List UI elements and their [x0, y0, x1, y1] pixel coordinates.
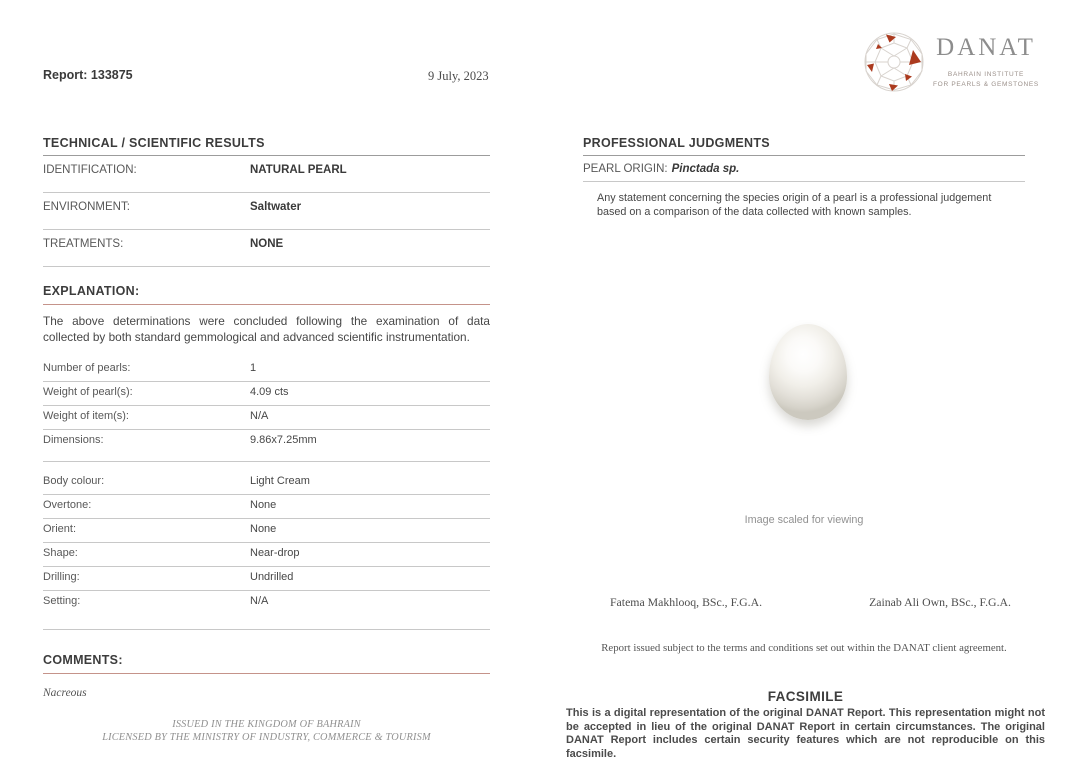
pearl-origin-label: PEARL ORIGIN: [583, 163, 668, 175]
professional-judgments-title: PROFESSIONAL JUDGMENTS [583, 136, 1025, 156]
facsimile-section [566, 689, 1045, 762]
technical-results-column [43, 136, 490, 699]
signature-right: Zainab Ali Own, BSc., F.G.A. [869, 595, 1011, 609]
row-label: Weight of item(s): [43, 410, 129, 423]
pearl-details-group2 [43, 471, 490, 630]
row-label: Orient: [43, 523, 77, 536]
row-label: IDENTIFICATION: [43, 164, 137, 176]
row-value: NATURAL PEARL [250, 164, 347, 176]
table-row-dimensions [43, 430, 490, 462]
explanation-title: EXPLANATION: [43, 284, 490, 305]
professional-judgments-column [583, 136, 1025, 219]
table-row-identification [43, 156, 490, 193]
row-label: Dimensions: [43, 434, 104, 447]
danat-logo [862, 28, 1038, 96]
danat-gem-icon [862, 30, 926, 94]
table-row-weight-of-pearls [43, 382, 490, 406]
table-row-treatments [43, 230, 490, 267]
pearl-origin-row [583, 156, 1025, 182]
table-row-shape [43, 543, 490, 567]
row-label: Shape: [43, 547, 78, 560]
signatures-row [583, 595, 1025, 610]
table-row-body-colour [43, 471, 490, 495]
issuer-footer [43, 718, 490, 744]
danat-logo-subtitle-line1: BAHRAIN INSTITUTE [947, 71, 1025, 78]
table-row-weight-of-items [43, 406, 490, 430]
pearl-image [769, 324, 847, 420]
row-label: Number of pearls: [43, 362, 131, 375]
comments-body: Nacreous [43, 687, 87, 700]
table-row-drilling [43, 567, 490, 591]
table-row-orient [43, 519, 490, 543]
pearl-photo [769, 324, 847, 420]
explanation-body: The above determinations were concluded following the examination of data collected by both standard gemmological and advanced scientific instrumentation. [43, 314, 490, 344]
comments-title: COMMENTS: [43, 653, 490, 674]
pearl-image-caption: Image scaled for viewing [744, 514, 864, 526]
row-value: Undrilled [250, 571, 294, 584]
table-row-environment [43, 193, 490, 230]
row-label: ENVIRONMENT: [43, 201, 130, 213]
row-label: Overtone: [43, 499, 92, 512]
row-label: Setting: [43, 595, 81, 608]
row-label: Body colour: [43, 475, 105, 488]
row-value: None [250, 499, 277, 512]
table-row-overtone [43, 495, 490, 519]
row-value: Near-drop [250, 547, 300, 560]
terms-statement: Report issued subject to the terms and conditions set out within the DANAT client agreement. [601, 642, 1007, 654]
row-value: 9.86x7.25mm [250, 434, 317, 447]
pearl-origin-value: Pinctada sp. [671, 163, 740, 175]
pearl-origin-note: Any statement concerning the species origin of a pearl is a professional judgement based on a comparison of the data collected with known samples. [597, 192, 992, 219]
danat-wordmark: DANAT [936, 34, 1036, 61]
row-value: Saltwater [250, 201, 302, 213]
table-row-number-of-pearls [43, 358, 490, 382]
facsimile-body: This is a digital representation of the original DANAT Report. This representation might not be accepted in lieu of the original DANAT Report in certain circumstances. The original DANAT Report includes certain security features which are not reproducible on this facsimile. [566, 707, 1045, 760]
issuer-footer-line1: ISSUED IN THE KINGDOM OF BAHRAIN [172, 719, 361, 730]
row-value: 1 [250, 362, 257, 375]
row-value: N/A [250, 595, 269, 608]
report-date: 9 July, 2023 [428, 69, 489, 83]
danat-logo-subtitle-line2: FOR PEARLS & GEMSTONES [933, 80, 1039, 88]
report-number: Report: 133875 [43, 68, 133, 82]
row-value: 4.09 cts [250, 386, 289, 399]
signature-left: Fatema Makhlooq, BSc., F.G.A. [610, 595, 763, 609]
row-value: N/A [250, 410, 269, 423]
row-value: None [250, 523, 277, 536]
row-label: Weight of pearl(s): [43, 386, 133, 399]
row-label: TREATMENTS: [43, 238, 124, 250]
row-value: NONE [250, 238, 284, 250]
danat-logo-subtitle [930, 70, 1042, 90]
row-label: Drilling: [43, 571, 80, 584]
issuer-footer-line2: LICENSED BY THE MINISTRY OF INDUSTRY, COMMERCE & TOURISM [102, 732, 431, 744]
facsimile-title: FACSIMILE [767, 689, 844, 704]
technical-results-title: TECHNICAL / SCIENTIFIC RESULTS [43, 136, 490, 156]
pearl-details-group1 [43, 358, 490, 462]
row-value: Light Cream [250, 475, 310, 488]
table-row-setting [43, 591, 490, 630]
